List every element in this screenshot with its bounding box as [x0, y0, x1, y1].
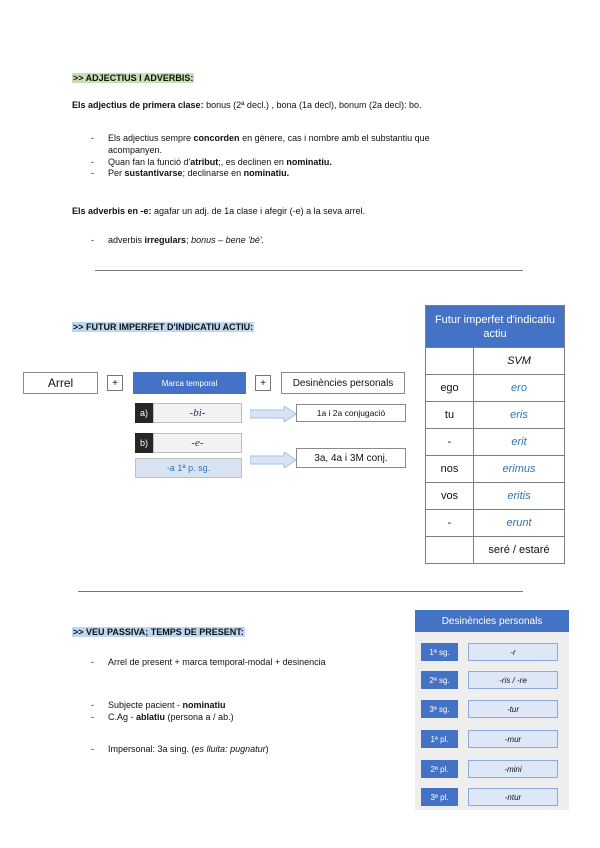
option-b-sub: -a 1ª p. sg. [135, 458, 242, 478]
heading-text: >> ADJECTIUS I ADVERBIS: [73, 73, 194, 83]
t: Impersonal: 3a sing. ( [108, 744, 195, 754]
t: C.Ag - [108, 712, 137, 722]
option-b-label: b) [135, 433, 153, 453]
desinencies-box: Desinències personals [281, 372, 405, 394]
t: es lluita: pugnatur [194, 744, 266, 754]
bullet-dash: - [91, 744, 94, 754]
divider [78, 591, 523, 592]
person-cell: 3ª pl. [421, 788, 458, 806]
ending-cell: -ris / -re [468, 671, 558, 689]
option-a-label: a) [135, 403, 153, 423]
person-cell: - [426, 429, 474, 456]
heading-text: >> VEU PASSIVA; TEMPS DE PRESENT: [73, 627, 244, 637]
t: Subjecte pacient - [108, 700, 183, 710]
t: en gènere, cas i nombre amb el substantiu que [239, 133, 430, 143]
t: ; [186, 235, 192, 245]
bullet-atribut [108, 157, 332, 168]
form-cell: erimus [474, 456, 565, 483]
t: ;, es declinen en [218, 157, 287, 167]
arrow-right-icon [250, 406, 296, 422]
adv-rest: agafar un adj. de 1a clase i afegir (-e) a la seva arrel. [151, 206, 366, 216]
person-cell: 3ª sg. [421, 700, 458, 718]
t: adverbis [108, 235, 145, 245]
svm-cell: SVM [474, 348, 565, 375]
ending-cell: -ntur [468, 788, 558, 806]
bullet-dash: - [91, 700, 94, 710]
t: ablatiu [136, 712, 166, 722]
option-b-value: -e- [153, 433, 242, 453]
option-a-target: 1a i 2a conjugació [296, 404, 406, 422]
table-row [426, 510, 565, 537]
t: nominatiu. [286, 157, 332, 167]
bullet-dash: - [91, 168, 94, 178]
section-heading-futur [72, 322, 254, 332]
bullet-cag [108, 712, 234, 723]
heading-text: >> FUTUR IMPERFET D'INDICATIU ACTIU: [73, 322, 254, 332]
form-cell: erunt [474, 510, 565, 537]
t: ; declinarse en [182, 168, 244, 178]
person-cell: vos [426, 483, 474, 510]
table-row [426, 456, 565, 483]
arrel-box: Arrel [23, 372, 98, 394]
section-heading-adjectius [72, 73, 194, 83]
bullet-dash: - [91, 657, 94, 667]
person-cell: ego [426, 375, 474, 402]
bullet-arrel [108, 657, 326, 668]
person-cell: 2ª sg. [421, 671, 458, 689]
marca-temporal-box: Marca temporal [133, 372, 246, 394]
bullet-impersonal [108, 744, 269, 755]
t: nominatiu [182, 700, 226, 710]
paragraph-adjectius [72, 100, 422, 110]
bullet-subjecte [108, 700, 226, 711]
table-row [426, 483, 565, 510]
ending-cell: -mini [468, 760, 558, 778]
person-cell: 2ª pl. [421, 760, 458, 778]
form-cell: erit [474, 429, 565, 456]
t: Els adjectius sempre [108, 133, 194, 143]
t: (persona a / ab.) [165, 712, 234, 722]
person-cell: tu [426, 402, 474, 429]
adv-bold: Els adverbis en -e: [72, 206, 152, 216]
table-row [426, 429, 565, 456]
table-row [426, 375, 565, 402]
futur-table [425, 305, 565, 564]
form-cell: ero [474, 375, 565, 402]
ending-cell: -mur [468, 730, 558, 748]
t: nominatiu. [243, 168, 290, 178]
t: acompanyen. [108, 145, 163, 155]
empty-cell [426, 348, 474, 375]
table-row [426, 402, 565, 429]
form-cell: eritis [474, 483, 565, 510]
adj-bold: Els adjectius de primera clase: [72, 100, 204, 110]
t: bonus – bene 'bé'. [191, 235, 265, 245]
plus-sign: + [107, 375, 123, 391]
bullet-concorden [108, 133, 430, 144]
adj-rest: bonus (2ª decl.) , bona (1a decl), bonum (2a decl): bo. [203, 100, 422, 110]
plus-sign: + [255, 375, 271, 391]
bullet-dash: - [91, 133, 94, 143]
divider [95, 270, 523, 271]
bullet-concorden-cont [108, 145, 162, 156]
t: sustantivarse [124, 168, 183, 178]
passiva-table [415, 610, 569, 810]
passiva-table-header: Desinències personals [415, 610, 569, 632]
t: Per [108, 168, 125, 178]
t: atribut [190, 157, 219, 167]
person-cell: 1ª pl. [421, 730, 458, 748]
arrow-right-icon [250, 452, 296, 468]
t: concorden [193, 133, 240, 143]
bullet-dash: - [91, 157, 94, 167]
option-b-target: 3a, 4a i 3M conj. [296, 448, 406, 468]
form-cell: eris [474, 402, 565, 429]
person-cell: 1ª sg. [421, 643, 458, 661]
option-a-value: -bi- [153, 403, 242, 423]
bullet-dash: - [91, 712, 94, 722]
ending-cell: -r [468, 643, 558, 661]
bullet-sustantivarse [108, 168, 289, 179]
t: irregulars [144, 235, 187, 245]
t: Arrel de present + marca temporal-modal + desinencia [108, 657, 326, 667]
person-cell: - [426, 510, 474, 537]
bullet-dash: - [91, 235, 94, 245]
bullet-irregulars [108, 235, 264, 246]
t: Quan fan la funció d' [108, 157, 191, 167]
section-heading-passiva [72, 627, 245, 637]
ending-cell: -tur [468, 700, 558, 718]
futur-table-header: Futur imperfet d'indicatiu actiu [426, 306, 565, 348]
paragraph-adverbis [72, 206, 365, 216]
person-cell: nos [426, 456, 474, 483]
t: ) [265, 744, 269, 754]
empty-cell [426, 537, 474, 564]
translation-cell: seré / estaré [474, 537, 565, 564]
